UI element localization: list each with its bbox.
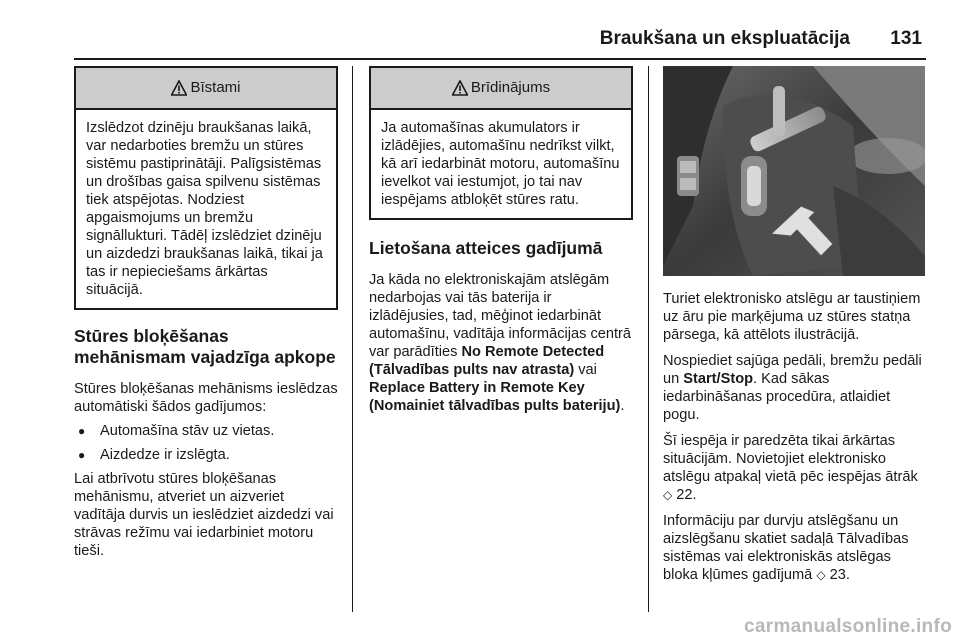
steering-lock-bullet-list	[74, 422, 338, 464]
bullet-item: ● Automašīna stāv uz vietas.	[74, 422, 338, 440]
page-reference[interactable]: 23.	[829, 567, 850, 583]
page-header	[0, 0, 960, 60]
warning-box-text: Ja automašīnas akumulators ir izlādējies, automašīnu nedrīkst vilkt, kā arī iedarbināt motoru, automašīnu ievelkot vai iestumjot, jo tai nav iespējams atbloķēt stūres ratu.	[381, 120, 620, 208]
column-1	[74, 66, 338, 560]
header-rule	[74, 58, 926, 60]
danger-box-title: Bīstami	[190, 79, 241, 96]
bullet-item: ● Aizdedze ir izslēgta.	[74, 446, 338, 464]
instruction-text-part: Nospiediet sajūga pedāli, bremžu pedāli un	[663, 353, 922, 387]
section-heading-steering-lock: Stūres bloķēšanas mehānismam vajadzīga apkope	[74, 326, 336, 367]
message-replace-battery: Replace Battery in Remote Key (Nomainiet tālvadības pults bateriju)	[369, 380, 621, 414]
danger-box-text: Izslēdzot dzinēju braukšanas laikā, var nedarboties bremžu un stūres sistēmu pastiprinātāji. Palīgsistēmas un drošības gaisa spilvenu sistēmas tiek atspējotas. Nodziest apgaismojums un bremžu signāllukturi. Tādēļ izslēdziet dzinēju un aizdedzi braukšanas laikā, tikai ja tas ir nepieciešams ārkārtas situācijā.	[86, 120, 323, 298]
instruction-door-lock-info	[663, 512, 927, 584]
page-reference[interactable]: 22.	[676, 487, 697, 503]
watermark: carmanualsonline.info	[744, 616, 952, 637]
column-2	[369, 66, 633, 415]
page-number: 131	[890, 28, 922, 49]
failure-text-part: .	[620, 398, 625, 414]
warning-box-header	[371, 68, 631, 110]
warning-box	[369, 66, 633, 220]
instruction-hold-key: Turiet elektronisko atslēgu ar taustiņiem uz āru pie marķējuma uz stūres statņa pārsega, kā attēlots ilustrācijā.	[663, 291, 921, 343]
column-divider-2	[648, 66, 649, 612]
failure-use-text	[369, 271, 633, 415]
failure-text-part: vai	[574, 362, 597, 378]
start-stop-label: Start/Stop	[683, 371, 754, 387]
page-reference-icon: ◇	[816, 568, 826, 582]
steering-column-photo	[663, 66, 925, 276]
page-reference-icon: ◇	[663, 488, 673, 502]
instruction-text-part: . Kad sākas iedarbināšanas procedūra, atlaidiet pogu.	[663, 371, 891, 423]
steering-column-illustration	[663, 66, 925, 276]
failure-text-part: Ja kāda no elektroniskajām atslēgām nedarbojas vai tās baterija ir izlādējusies, tad, mēģinot iedarbināt automašīnu, vadītāja informācijas centrā var parādīties	[369, 272, 632, 360]
instruction-press-start	[663, 352, 927, 424]
warning-triangle-icon	[171, 80, 187, 96]
danger-box	[74, 66, 338, 310]
section-heading-failure-use: Lietošana atteices gadījumā	[369, 238, 603, 258]
running-title: Braukšana un ekspluatācija	[599, 28, 850, 49]
column-divider-1	[352, 66, 353, 612]
steering-lock-intro: Stūres bloķēšanas mehānisms ieslēdzas automātiski šādos gadījumos:	[74, 381, 338, 415]
message-no-remote-detected: No Remote Detected (Tālvadības pults nav atrasta)	[369, 344, 605, 378]
warning-triangle-icon	[452, 80, 468, 96]
instruction-text-part: Informāciju par durvju atslēgšanu un aizslēgšanu skatiet sadaļā Tālvadības sistēmas vai elektroniskās atslēgas bloka kļūmes gadījumā	[663, 513, 909, 583]
column-3	[663, 66, 927, 584]
steering-lock-release-text: Lai atbrīvotu stūres bloķēšanas mehānismu, atveriet un aizveriet vadītāja durvis un ieslēdziet aizdedzi vai strāvas režīmu vai iedarbiniet motoru tieši.	[74, 471, 334, 559]
danger-box-header	[76, 68, 336, 110]
instruction-emergency-only	[663, 432, 927, 504]
instruction-text-part: Šī iespēja ir paredzēta tikai ārkārtas situācijām. Novietojiet elektronisko atslēgu atpakaļ vietā pēc iespējas ātrāk	[663, 433, 918, 485]
warning-box-title: Brīdinājums	[470, 79, 551, 96]
